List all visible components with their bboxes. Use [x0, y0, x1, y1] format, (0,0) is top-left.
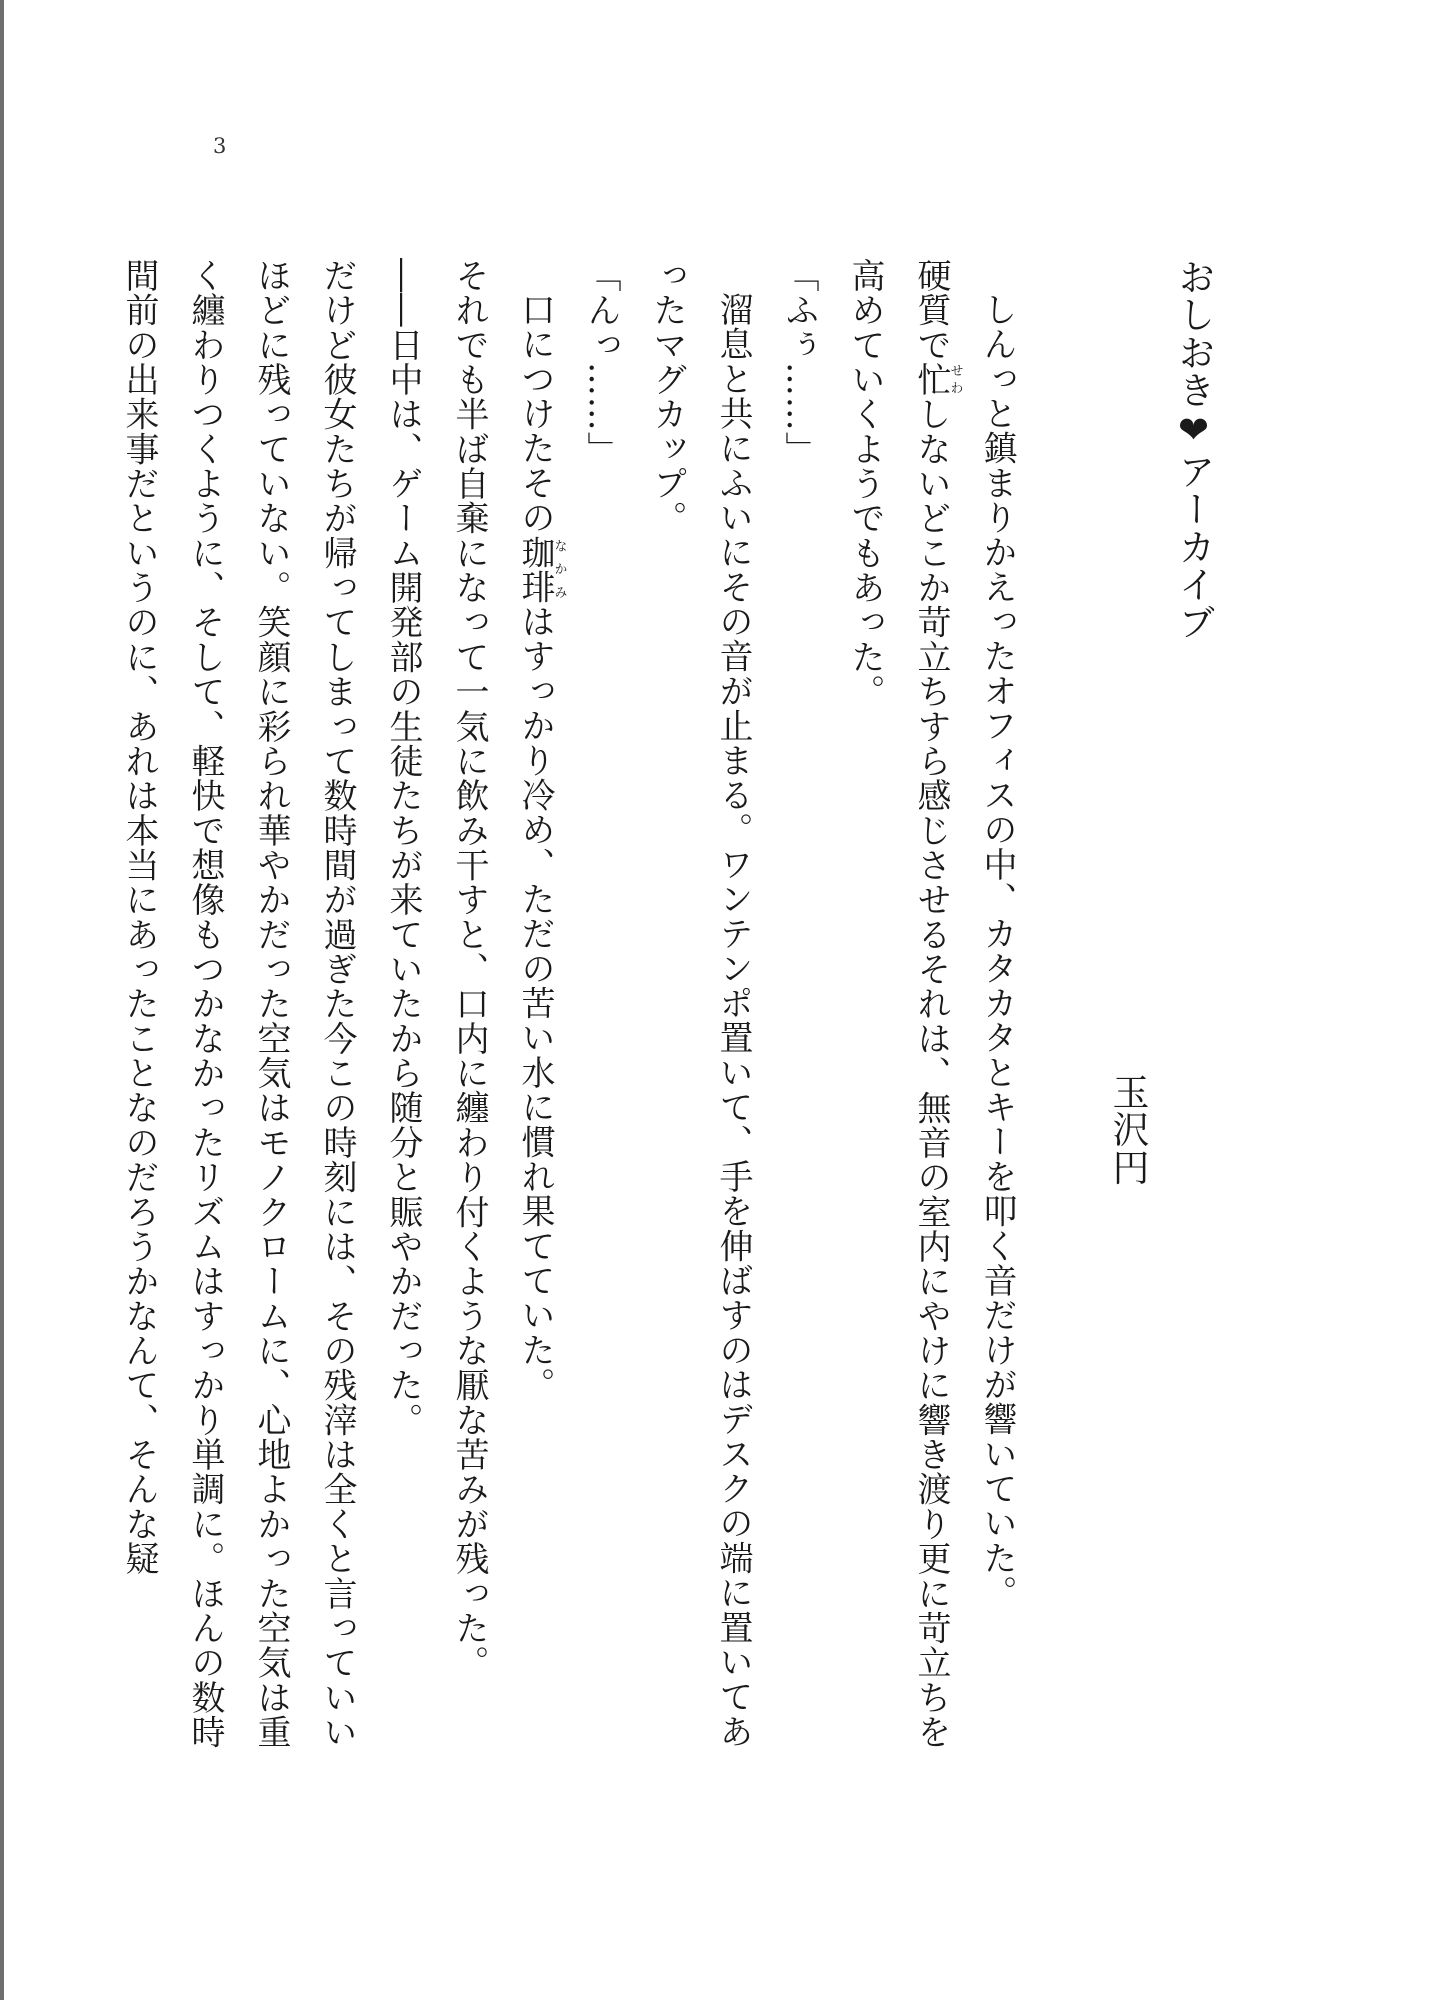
paragraph-2-after: しないどこか苛立ちすら感じさせるそれは、無音の室内にやけに響き渡り更に苛立ちを高めていくようでもあった。: [845, 258, 951, 1750]
paragraph-4: 溜息と共にふいにその音が止まる。ワンテンポ置いて、手を伸ばすのはデスクの端に置いてあったマグカップ。: [647, 258, 753, 1749]
ruby-base: 珈琲: [515, 534, 555, 605]
ruby-nakami: [515, 534, 567, 605]
paragraph-8: ――日中は、ゲーム開発部の生徒たちが来ていたから随分と賑やかだった。: [383, 258, 423, 1438]
paragraph-2-before: 硬質で: [911, 258, 951, 363]
title-block: [1094, 258, 1226, 1758]
vertical-text-body: [106, 258, 1226, 1758]
ruby-reading: なかみ: [551, 534, 567, 605]
paragraph-7: それでも半ば自棄になって一気に飲み干すと、口内に纏わり付くような厭な苦みが残った。: [449, 258, 489, 1680]
author-name: 玉沢円: [1106, 1072, 1149, 1186]
paragraph-9: だけど彼女たちが帰ってしまって数時間が過ぎた今この時刻には、その残滓は全くと言っていいほどに残っていない。笑顔に彩られ華やかだった空気はモノクロームに、心地よかった空気は重く纏わりつくように、そして、軽快で想像もつかなかったリズムはすっかり単調に。ほんの数時間前の出来事だというのに、あれは本当にあったことなのだろうかなんて、そんな疑: [119, 258, 357, 1750]
dialogue-1: 「ふぅ……」: [779, 258, 819, 467]
paragraph-6-before: 口につけたその: [515, 292, 555, 535]
ruby-reading: せわ: [947, 362, 963, 397]
paragraph-6-after: はすっかり冷め、ただの苦い水に慣れ果てていた。: [515, 604, 555, 1402]
paragraph-6: [502, 258, 568, 1758]
paragraph-2: [832, 258, 964, 1758]
ruby-base: 忙: [911, 362, 951, 397]
dialogue-2: 「んっ……」: [581, 258, 621, 467]
paragraph-1: しんっと鎮まりかえったオフィスの中、カタカタとキーを叩く音だけが響いていた。: [977, 292, 1017, 1610]
page-number: 3: [213, 134, 227, 158]
ruby-sewa: [911, 362, 963, 397]
page-edge-rule: [0, 0, 4, 2000]
work-title: おしおき❤アーカイブ: [1172, 258, 1215, 641]
